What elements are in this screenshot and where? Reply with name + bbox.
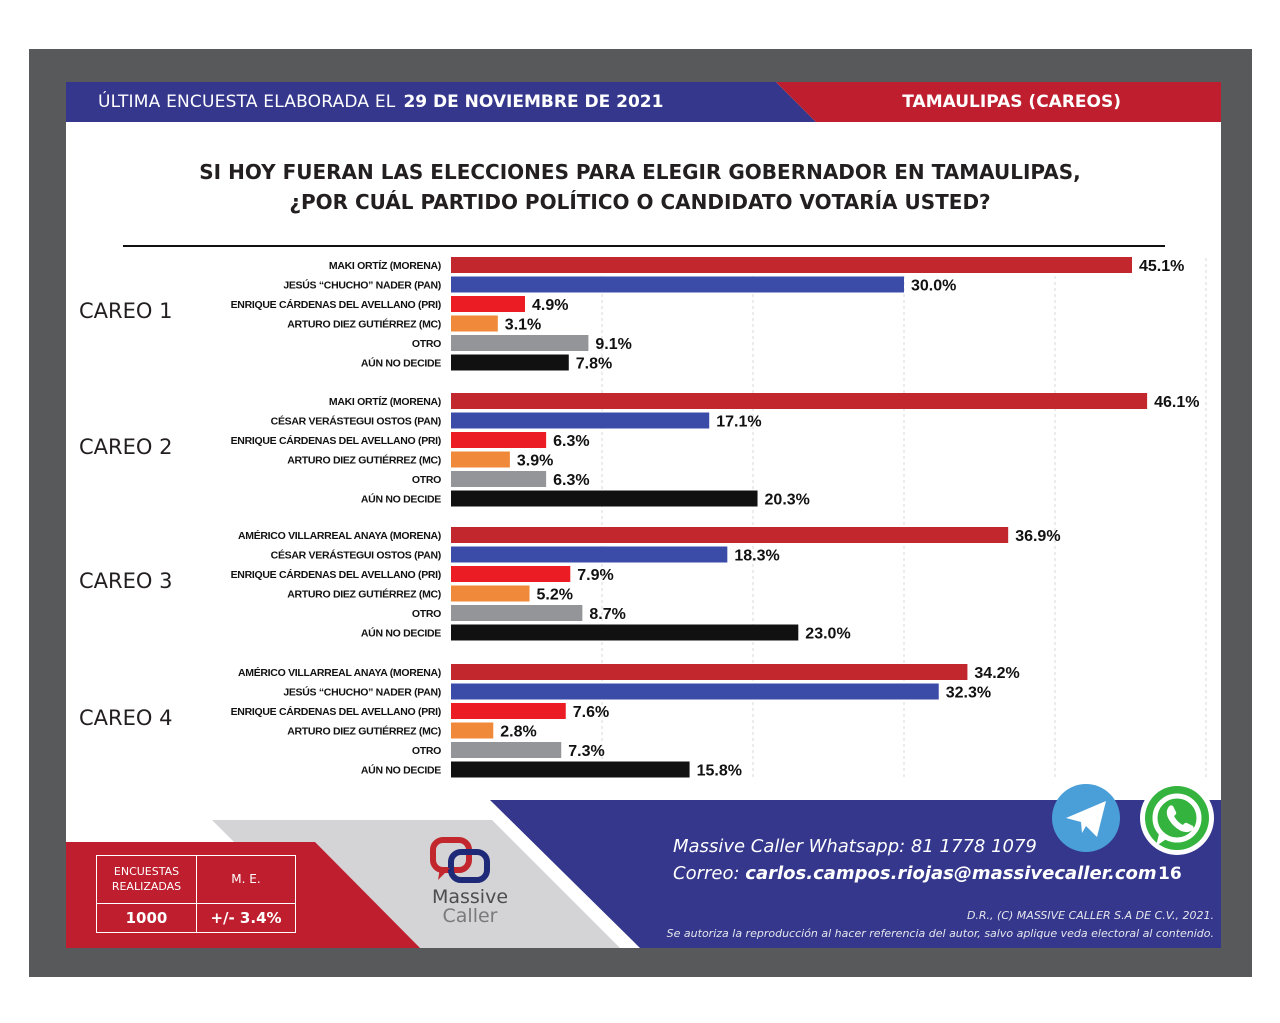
value-label: 46.1% — [1154, 394, 1200, 411]
value-label: 7.3% — [568, 743, 605, 760]
category-label: ENRIQUE CÁRDENAS DEL AVELLANO (PRI) — [230, 435, 441, 447]
category-label: ENRIQUE CÁRDENAS DEL AVELLANO (PRI) — [230, 569, 441, 581]
logo-name — [420, 888, 520, 926]
value-label: 2.8% — [500, 723, 537, 741]
category-label: MAKI ORTÍZ (MORENA) — [328, 396, 441, 408]
stats-divider-h — [97, 903, 295, 904]
whatsapp-label: Massive Caller Whatsapp: — [673, 836, 906, 857]
category-label: ENRIQUE CÁRDENAS DEL AVELLANO (PRI) — [230, 299, 441, 311]
value-label: 36.9% — [1015, 528, 1061, 545]
logo-line-2: Caller — [442, 905, 498, 927]
value-label: 6.3% — [553, 472, 590, 489]
value-label: 7.8% — [575, 355, 613, 373]
value-label: 7.6% — [572, 704, 610, 721]
category-label: JESÚS “CHUCHO” NADER (PAN) — [283, 279, 441, 292]
question-line-2: ¿POR CUÁL PARTIDO POLÍTICO O CANDIDATO VOTARÍA USTED? — [289, 190, 991, 214]
stats-header-surveys-line2: REALIZADAS — [111, 880, 182, 893]
category-label: ARTURO DIEZ GUTIÉRREZ (MC) — [287, 725, 441, 738]
stats-header-surveys — [97, 864, 196, 894]
question-line-1: SI HOY FUERAN LAS ELECCIONES PARA ELEGIR GOBERNADOR EN TAMAULIPAS, — [199, 160, 1081, 184]
legal-line-1: D.R., (C) MASSIVE CALLER S.A DE C.V., 2021. — [966, 909, 1214, 922]
group-label: CAREO 2 — [79, 435, 173, 459]
group-label: CAREO 4 — [79, 706, 173, 730]
category-label: ARTURO DIEZ GUTIÉRREZ (MC) — [287, 318, 441, 331]
whatsapp-number[interactable]: 81 1778 1079 — [910, 836, 1037, 857]
category-label: OTRO — [411, 338, 441, 350]
value-label: 3.1% — [504, 316, 542, 334]
category-label: OTRO — [411, 474, 441, 486]
category-label: AÚN NO DECIDE — [360, 764, 441, 777]
whatsapp-line — [673, 836, 1037, 857]
header-date: 29 DE NOVIEMBRE DE 2021 — [403, 92, 664, 112]
group-label: CAREO 3 — [79, 569, 173, 593]
value-label: 23.0% — [805, 625, 851, 643]
value-label: 17.1% — [716, 413, 762, 431]
category-label: ENRIQUE CÁRDENAS DEL AVELLANO (PRI) — [230, 706, 441, 718]
value-label: 3.9% — [516, 452, 554, 470]
category-label: JESÚS “CHUCHO” NADER (PAN) — [283, 686, 441, 699]
value-label: 45.1% — [1139, 258, 1185, 275]
email-label: Correo: — [673, 863, 740, 884]
category-label: OTRO — [411, 745, 441, 757]
value-label: 20.3% — [764, 491, 810, 509]
header-left-text: ÚLTIMA ENCUESTA ELABORADA EL — [98, 92, 396, 112]
value-label: 9.1% — [595, 336, 632, 353]
value-label: 7.9% — [577, 567, 614, 584]
category-label: CÉSAR VERÁSTEGUI OSTOS (PAN) — [270, 549, 441, 562]
logo-line-1: Massive — [431, 886, 509, 908]
category-label: ARTURO DIEZ GUTIÉRREZ (MC) — [287, 588, 441, 601]
value-label: 30.0% — [911, 277, 957, 295]
category-label: AMÉRICO VILLARREAL ANAYA (MORENA) — [237, 667, 441, 679]
telegram-icon[interactable] — [1052, 784, 1120, 852]
category-label: AÚN NO DECIDE — [360, 627, 441, 640]
email-line — [673, 863, 1157, 884]
category-label: AÚN NO DECIDE — [360, 493, 441, 506]
group-label: CAREO 1 — [79, 299, 173, 323]
stats-header-me: M. E. — [231, 872, 261, 886]
value-label: 6.3% — [553, 433, 590, 450]
survey-stats-table — [96, 855, 296, 933]
value-label: 18.3% — [734, 547, 780, 565]
stats-value-me: +/- 3.4% — [210, 909, 282, 927]
value-label: 34.2% — [974, 665, 1020, 682]
page-number: 16 — [1158, 864, 1182, 884]
category-label: MAKI ORTÍZ (MORENA) — [328, 260, 441, 272]
email-link[interactable]: carlos.campos.riojas@massivecaller.com — [745, 863, 1157, 884]
header-region: TAMAULIPAS (CAREOS) — [902, 92, 1121, 112]
value-label: 15.8% — [696, 762, 742, 780]
category-label: ARTURO DIEZ GUTIÉRREZ (MC) — [287, 454, 441, 467]
value-label: 5.2% — [536, 586, 573, 604]
value-label: 32.3% — [945, 684, 992, 702]
category-label: AMÉRICO VILLARREAL ANAYA (MORENA) — [237, 530, 441, 542]
stats-header-surveys-line1: ENCUESTAS — [113, 865, 180, 878]
value-label: 8.7% — [589, 606, 626, 623]
legal-line-2: Se autoriza la reproducción al hacer referencia del autor, salvo aplique veda electoral al contenido. — [666, 927, 1214, 940]
whatsapp-icon[interactable] — [1140, 781, 1214, 855]
category-label: AÚN NO DECIDE — [360, 357, 441, 370]
category-label: OTRO — [411, 608, 441, 620]
stats-value-surveys: 1000 — [125, 909, 168, 927]
category-label: CÉSAR VERÁSTEGUI OSTOS (PAN) — [270, 415, 441, 428]
value-label: 4.9% — [531, 297, 569, 314]
